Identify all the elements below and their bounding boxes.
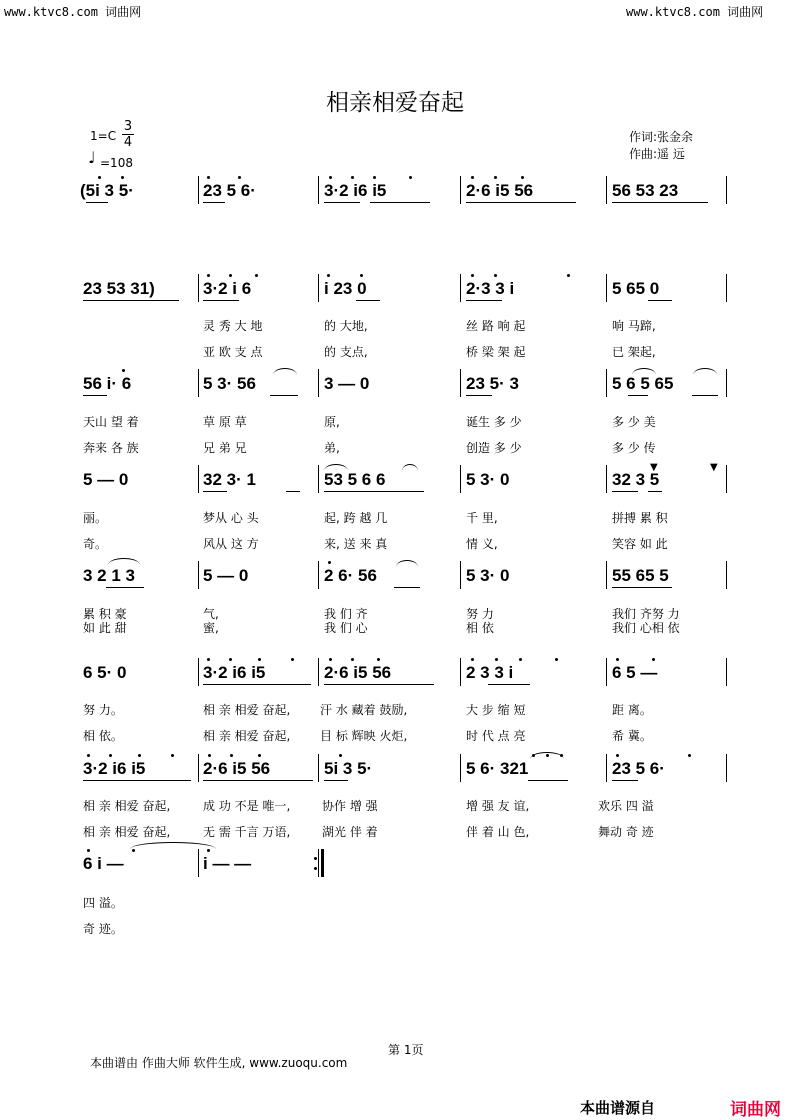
slur <box>324 464 348 471</box>
lyric: 努 力。 <box>83 703 123 717</box>
octave-dot <box>171 754 174 757</box>
octave-dot <box>471 274 474 277</box>
measure: 6 5 — <box>612 663 658 682</box>
octave-dot <box>360 274 363 277</box>
lyric: 情 义, <box>466 537 498 551</box>
footer-credit: 本曲谱由 作曲大师 软件生成, www.zuoqu.com <box>90 1056 348 1070</box>
lyric: 舞动 奇 迹 <box>598 825 654 839</box>
lyric: 奔来 各 族 <box>83 441 139 455</box>
beam <box>648 300 672 301</box>
beam <box>466 202 576 203</box>
final-barline-thin <box>318 849 319 877</box>
octave-dot <box>351 658 354 661</box>
barline <box>318 274 319 302</box>
barline <box>460 754 461 782</box>
watermark-left: www.ktvc8.com 词曲网 <box>4 5 142 19</box>
octave-dot <box>229 274 232 277</box>
lyric: 努 力 <box>466 607 494 621</box>
measure: 3·2 i6 i5 <box>203 663 266 682</box>
octave-dot <box>122 369 125 372</box>
lyric: 相 亲 相爱 奋起, <box>83 825 171 839</box>
barline <box>726 369 727 397</box>
octave-dot <box>208 754 211 757</box>
measure: 5 — 0 <box>83 470 129 489</box>
barline <box>726 561 727 589</box>
page-number: 第 1页 <box>388 1043 424 1057</box>
lyric: 原, <box>324 415 340 429</box>
measure: 6 5· 0 <box>83 663 127 682</box>
lyric: 我 们 心 <box>324 621 368 635</box>
measure: 5 3· 56 <box>203 374 256 393</box>
composer: 作曲:遥 远 <box>629 147 685 161</box>
lyric: 增 强 友 谊, <box>466 799 530 813</box>
lyric: 弟, <box>324 441 340 455</box>
beam <box>370 202 430 203</box>
beam <box>83 780 191 781</box>
barline <box>460 561 461 589</box>
measure: 5 3· 0 <box>466 470 510 489</box>
measure: 2·6 i5 56 <box>203 759 271 778</box>
barline <box>318 754 319 782</box>
measure: 3·2 i 6 <box>203 279 252 298</box>
barline <box>198 658 199 686</box>
measure: 2·3 3 i <box>466 279 515 298</box>
octave-dot <box>519 658 522 661</box>
lyric: 目 标 辉映 火炬, <box>320 729 408 743</box>
barline <box>726 754 727 782</box>
key-signature: 1=C <box>90 129 117 143</box>
time-signature <box>122 120 134 149</box>
barline <box>318 658 319 686</box>
lyric: 天山 望 着 <box>83 415 139 429</box>
barline <box>318 176 319 204</box>
lyric: 累 积 豪 <box>83 607 127 621</box>
barline <box>726 465 727 493</box>
measure: 5 3· 0 <box>466 566 510 585</box>
measure: 23 5· 3 <box>466 374 519 393</box>
measure: 3·2 i6 i5 <box>83 759 146 778</box>
lyric: 欢乐 四 溢 <box>598 799 654 813</box>
octave-dot <box>138 754 141 757</box>
barline <box>318 561 319 589</box>
time-signature-top: 3 <box>123 119 133 134</box>
lyric: 协作 增 强 <box>322 799 378 813</box>
octave-dot <box>98 176 101 179</box>
lyric: 创造 多 少 <box>466 441 522 455</box>
beam <box>356 300 380 301</box>
octave-dot <box>373 176 376 179</box>
barline <box>198 369 199 397</box>
octave-dot <box>409 176 412 179</box>
lyric: 气, <box>203 607 219 621</box>
measure: (5i 3 5· <box>80 181 134 200</box>
barline <box>606 176 607 204</box>
octave-dot <box>471 176 474 179</box>
octave-dot <box>207 176 210 179</box>
measure: 23 5 6· <box>203 181 256 200</box>
barline <box>460 658 461 686</box>
slur <box>108 558 140 565</box>
octave-dot <box>329 658 332 661</box>
measure: 6 i — <box>83 854 124 873</box>
beam <box>466 395 492 396</box>
octave-dot <box>546 754 549 757</box>
beam <box>612 780 638 781</box>
measure: 5 65 0 <box>612 279 660 298</box>
quarter-note-icon: ♩ <box>88 148 96 167</box>
octave-dot <box>471 658 474 661</box>
octave-dot <box>567 274 570 277</box>
beam <box>203 202 225 203</box>
beam <box>203 780 313 781</box>
slur <box>273 368 297 375</box>
barline <box>318 369 319 397</box>
lyric: 的 支点, <box>324 345 368 359</box>
measure: 32 3· 1 <box>203 470 256 489</box>
octave-dot <box>532 754 535 757</box>
time-signature-bottom: 4 <box>123 135 133 150</box>
barline <box>460 274 461 302</box>
lyric: 起, 跨 越 几 <box>324 511 388 525</box>
octave-dot <box>328 561 331 564</box>
measure: i — — <box>203 854 252 873</box>
beam <box>648 491 662 492</box>
lyric: 亚 欧 支 点 <box>203 345 263 359</box>
octave-dot <box>87 754 90 757</box>
beam <box>286 491 300 492</box>
beam <box>528 780 568 781</box>
barline <box>726 274 727 302</box>
octave-dot <box>652 658 655 661</box>
barline <box>198 465 199 493</box>
beam <box>324 202 360 203</box>
lyric: 我 们 齐 <box>324 607 368 621</box>
beam <box>203 684 311 685</box>
measure: 2·6 i5 56 <box>324 663 392 682</box>
barline <box>606 754 607 782</box>
beam <box>612 202 708 203</box>
lyric: 成 功 不是 唯一, <box>203 799 291 813</box>
lyric: 多 少 美 <box>612 415 656 429</box>
octave-dot <box>258 754 261 757</box>
beam <box>612 491 638 492</box>
lyric: 兄 弟 兄 <box>203 441 247 455</box>
lyric: 灵 秀 大 地 <box>203 319 263 333</box>
lyric: 风从 这 方 <box>203 537 259 551</box>
barline <box>198 176 199 204</box>
beam <box>324 491 424 492</box>
measure: 2·6 i5 56 <box>466 181 534 200</box>
slur <box>632 368 656 375</box>
measure: 56 53 23 <box>612 181 679 200</box>
octave-dot <box>207 274 210 277</box>
accent-mark-icon: ▼ <box>650 462 658 473</box>
lyric: 湖光 伴 着 <box>322 825 378 839</box>
barline <box>198 849 199 877</box>
octave-dot <box>351 176 354 179</box>
measure: 3 2 1 3 <box>83 566 135 585</box>
octave-dot <box>207 658 210 661</box>
measure: 2 6· 56 <box>324 566 377 585</box>
measure: 23 53 31) <box>83 279 155 298</box>
brand-source: 本曲谱源自 <box>580 1099 656 1117</box>
lyric: 丽。 <box>83 511 108 525</box>
octave-dot <box>238 176 241 179</box>
brand-site-logo: 词曲网 <box>730 1100 781 1120</box>
octave-dot <box>495 658 498 661</box>
slur <box>693 368 717 375</box>
octave-dot <box>230 754 233 757</box>
octave-dot <box>258 658 261 661</box>
beam <box>324 780 348 781</box>
measure: 2 3 3 i <box>466 663 514 682</box>
measure: 55 65 5 <box>612 566 669 585</box>
beam <box>83 395 107 396</box>
lyric: 已 架起, <box>612 345 656 359</box>
beam <box>692 395 718 396</box>
octave-dot <box>327 274 330 277</box>
measure: i 23 0 <box>324 279 367 298</box>
lyric: 希 冀。 <box>612 729 652 743</box>
measure: 5 6· 321 <box>466 759 529 778</box>
beam <box>628 395 648 396</box>
repeat-dot <box>314 857 317 860</box>
octave-dot <box>494 274 497 277</box>
lyric: 相 亲 相爱 奋起, <box>203 703 291 717</box>
lyric: 相 依 <box>466 621 494 635</box>
lyric: 来, 送 来 真 <box>324 537 388 551</box>
octave-dot <box>87 849 90 852</box>
beam <box>83 300 179 301</box>
lyric: 大 步 缩 短 <box>466 703 526 717</box>
octave-dot <box>109 754 112 757</box>
lyric: 我们 心相 依 <box>612 621 680 635</box>
octave-dot <box>521 176 524 179</box>
measure: 5i 3 5· <box>324 759 373 778</box>
measure: 56 i· 6 <box>83 374 132 393</box>
octave-dot <box>377 658 380 661</box>
barline <box>198 561 199 589</box>
lyric: 汗 水 藏着 鼓励, <box>320 703 408 717</box>
watermark-right: www.ktvc8.com 词曲网 <box>626 5 764 19</box>
measure: 5 — 0 <box>203 566 249 585</box>
lyric: 距 离。 <box>612 703 652 717</box>
lyric: 笑容 如 此 <box>612 537 668 551</box>
beam <box>86 202 108 203</box>
octave-dot <box>229 658 232 661</box>
octave-dot <box>329 176 332 179</box>
measure: 32 3 5 <box>612 470 660 489</box>
accent-mark-icon: ▼ <box>710 462 718 473</box>
barline <box>606 561 607 589</box>
octave-dot <box>560 754 563 757</box>
lyric: 桥 梁 架 起 <box>466 345 526 359</box>
barline <box>726 658 727 686</box>
measure: 3·2 i6 i5 <box>324 181 387 200</box>
lyric: 相 亲 相爱 奋起, <box>83 799 171 813</box>
octave-dot <box>555 658 558 661</box>
slur <box>396 560 418 567</box>
slur <box>402 464 418 471</box>
barline <box>726 176 727 204</box>
octave-dot <box>255 274 258 277</box>
lyricist: 作词:张金余 <box>629 130 694 144</box>
barline <box>460 369 461 397</box>
barline <box>606 369 607 397</box>
barline <box>318 465 319 493</box>
octave-dot <box>207 849 210 852</box>
song-title: 相亲相爱奋起 <box>326 90 464 116</box>
beam <box>466 300 502 301</box>
lyric: 梦从 心 头 <box>203 511 259 525</box>
barline <box>606 658 607 686</box>
lyric: 蜜, <box>203 621 219 635</box>
beam <box>394 587 420 588</box>
lyric: 时 代 点 亮 <box>466 729 526 743</box>
lyric: 伴 着 山 色, <box>466 825 530 839</box>
slur <box>130 842 216 849</box>
barline <box>198 274 199 302</box>
octave-dot <box>494 176 497 179</box>
lyric: 四 溢。 <box>83 896 123 910</box>
beam <box>270 395 298 396</box>
beam <box>106 587 144 588</box>
octave-dot <box>121 176 124 179</box>
octave-dot <box>688 754 691 757</box>
octave-dot <box>132 849 135 852</box>
lyric: 相 亲 相爱 奋起, <box>203 729 291 743</box>
barline <box>460 176 461 204</box>
lyric: 相 依。 <box>83 729 123 743</box>
lyric: 奇 迹。 <box>83 922 123 936</box>
beam <box>203 300 239 301</box>
beam <box>612 587 672 588</box>
measure: 5 6 5 65 <box>612 374 674 393</box>
octave-dot <box>291 658 294 661</box>
measure: 3 — 0 <box>324 374 370 393</box>
barline <box>460 465 461 493</box>
barline <box>198 754 199 782</box>
repeat-dot <box>314 867 317 870</box>
final-barline-thick <box>321 849 324 877</box>
tempo: =108 <box>100 156 133 170</box>
lyric: 响 马蹄, <box>612 319 656 333</box>
lyric: 诞生 多 少 <box>466 415 522 429</box>
lyric: 的 大地, <box>324 319 368 333</box>
octave-dot <box>616 658 619 661</box>
octave-dot <box>616 754 619 757</box>
lyric: 丝 路 响 起 <box>466 319 526 333</box>
barline <box>606 465 607 493</box>
lyric: 如 此 甜 <box>83 621 127 635</box>
beam <box>203 491 227 492</box>
lyric: 无 需 千言 万语, <box>203 825 291 839</box>
measure: 53 5 6 6 <box>324 470 386 489</box>
lyric: 千 里, <box>466 511 498 525</box>
barline <box>606 274 607 302</box>
octave-dot <box>339 754 342 757</box>
lyric: 草 原 草 <box>203 415 247 429</box>
lyric: 奇。 <box>83 537 108 551</box>
lyric: 多 少 传 <box>612 441 656 455</box>
lyric: 我们 齐努 力 <box>612 607 680 621</box>
measure: 23 5 6· <box>612 759 665 778</box>
beam <box>488 684 530 685</box>
beam <box>324 684 434 685</box>
lyric: 拼搏 累 积 <box>612 511 668 525</box>
